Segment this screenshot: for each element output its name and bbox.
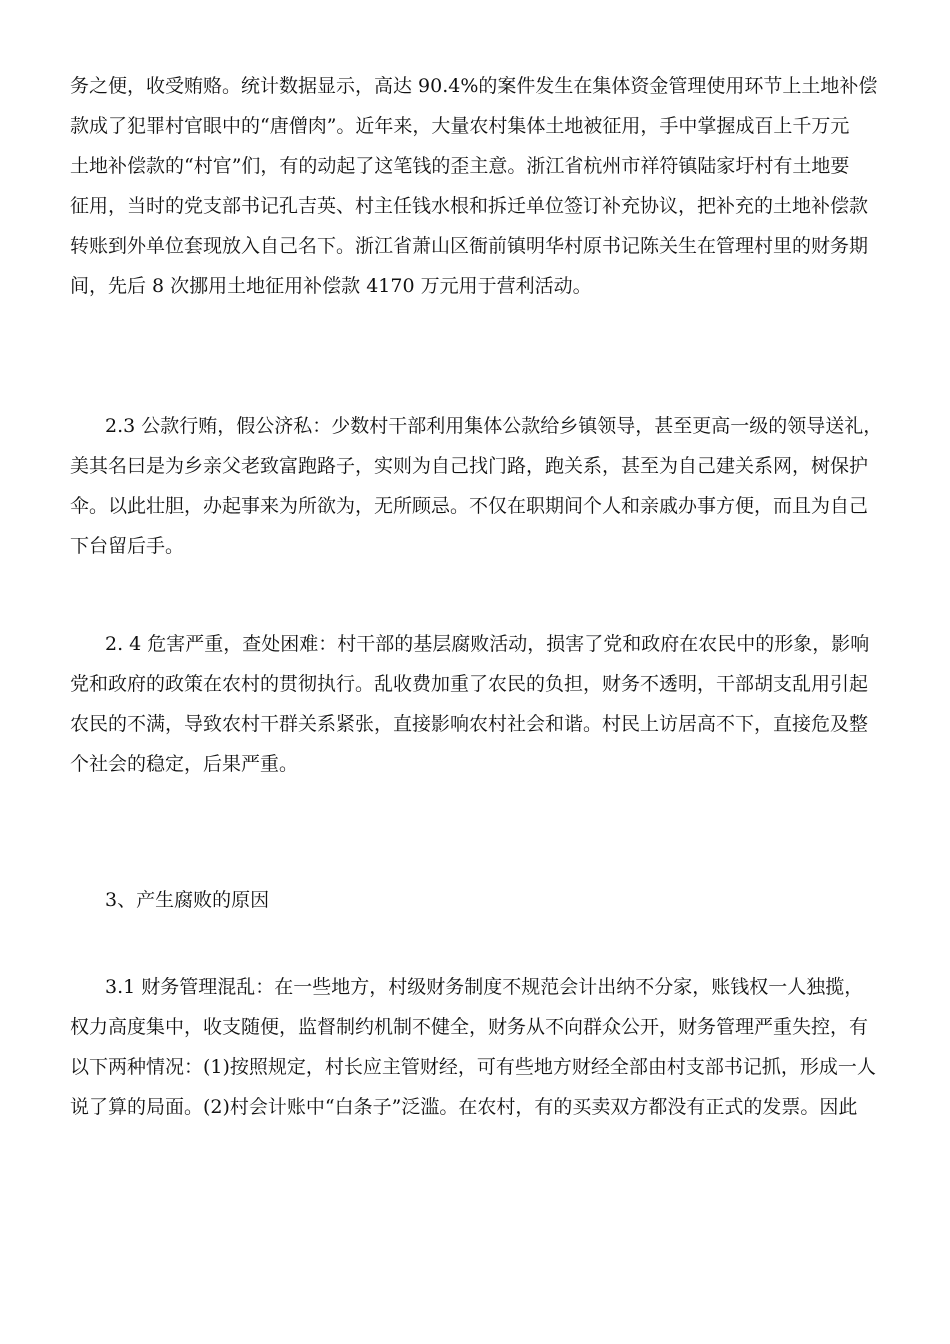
text-line: 个社会的稳定，后果严重。 bbox=[70, 753, 299, 775]
text-line: 土地补偿款的“村官”们，有的动起了这笔钱的歪主意。浙江省杭州市祥符镇陆家圩村有土地要 bbox=[70, 155, 850, 177]
text-line: 间，先后 8 次挪用土地征用补偿款 4170 万元用于营利活动。 bbox=[70, 275, 592, 297]
paragraph-land-compensation bbox=[70, 66, 885, 306]
text-line: 伞。以此壮胆，办起事来为所欲为，无所顾忌。不仅在职期间个人和亲戚办事方便，而且为自己 bbox=[70, 495, 869, 517]
text-line: 说了算的局面。(2)村会计账中“白条子”泛滥。在农村，有的买卖双方都没有正式的发票。因此 bbox=[70, 1096, 858, 1118]
section-heading-text: 3、产生腐败的原因 bbox=[105, 889, 270, 911]
text-line: 2.3 公款行贿，假公济私：少数村干部利用集体公款给乡镇领导，甚至更高一级的领导送礼， bbox=[105, 415, 883, 437]
text-line: 党和政府的政策在农村的贯彻执行。乱收费加重了农民的负担，财务不透明，干部胡支乱用引起 bbox=[70, 673, 869, 695]
paragraph-section-2-3 bbox=[70, 406, 885, 566]
text-line: 3.1 财务管理混乱：在一些地方，村级财务制度不规范会计出纳不分家，账钱权一人独揽， bbox=[105, 976, 864, 998]
text-line: 以下两种情况：(1)按照规定，村长应主管财经，可有些地方财经全部由村支部书记抓，形成一人 bbox=[70, 1056, 876, 1078]
text-line: 转账到外单位套现放入自己名下。浙江省萧山区衙前镇明华村原书记陈关生在管理村里的财务期 bbox=[70, 235, 869, 257]
section-heading-3 bbox=[70, 880, 885, 920]
text-line: 款成了犯罪村官眼中的“唐僧肉”。近年来，大量农村集体土地被征用，手中掌握成百上千万元 bbox=[70, 115, 850, 137]
text-line: 农民的不满，导致农村干群关系紧张，直接影响农村社会和谐。村民上访居高不下，直接危及整 bbox=[70, 713, 869, 735]
text-line: 美其名曰是为乡亲父老致富跑路子，实则为自己找门路，跑关系，甚至为自己建关系网，树保护 bbox=[70, 455, 869, 477]
text-line: 权力高度集中，收支随便，监督制约机制不健全，财务从不向群众公开，财务管理严重失控，有 bbox=[70, 1016, 869, 1038]
paragraph-section-3-1 bbox=[70, 967, 885, 1127]
text-line: 2. 4 危害严重，查处困难：村干部的基层腐败活动，损害了党和政府在农民中的形象，影响 bbox=[105, 633, 870, 655]
paragraph-section-2-4 bbox=[70, 624, 885, 784]
text-line: 务之便，收受贿赂。统计数据显示，高达 90.4%的案件发生在集体资金管理使用环节上土地补偿 bbox=[70, 75, 878, 97]
text-line: 征用，当时的党支部书记孔吉英、村主任钱水根和拆迁单位签订补充协议，把补充的土地补偿款 bbox=[70, 195, 869, 217]
text-line: 下台留后手。 bbox=[70, 535, 185, 557]
